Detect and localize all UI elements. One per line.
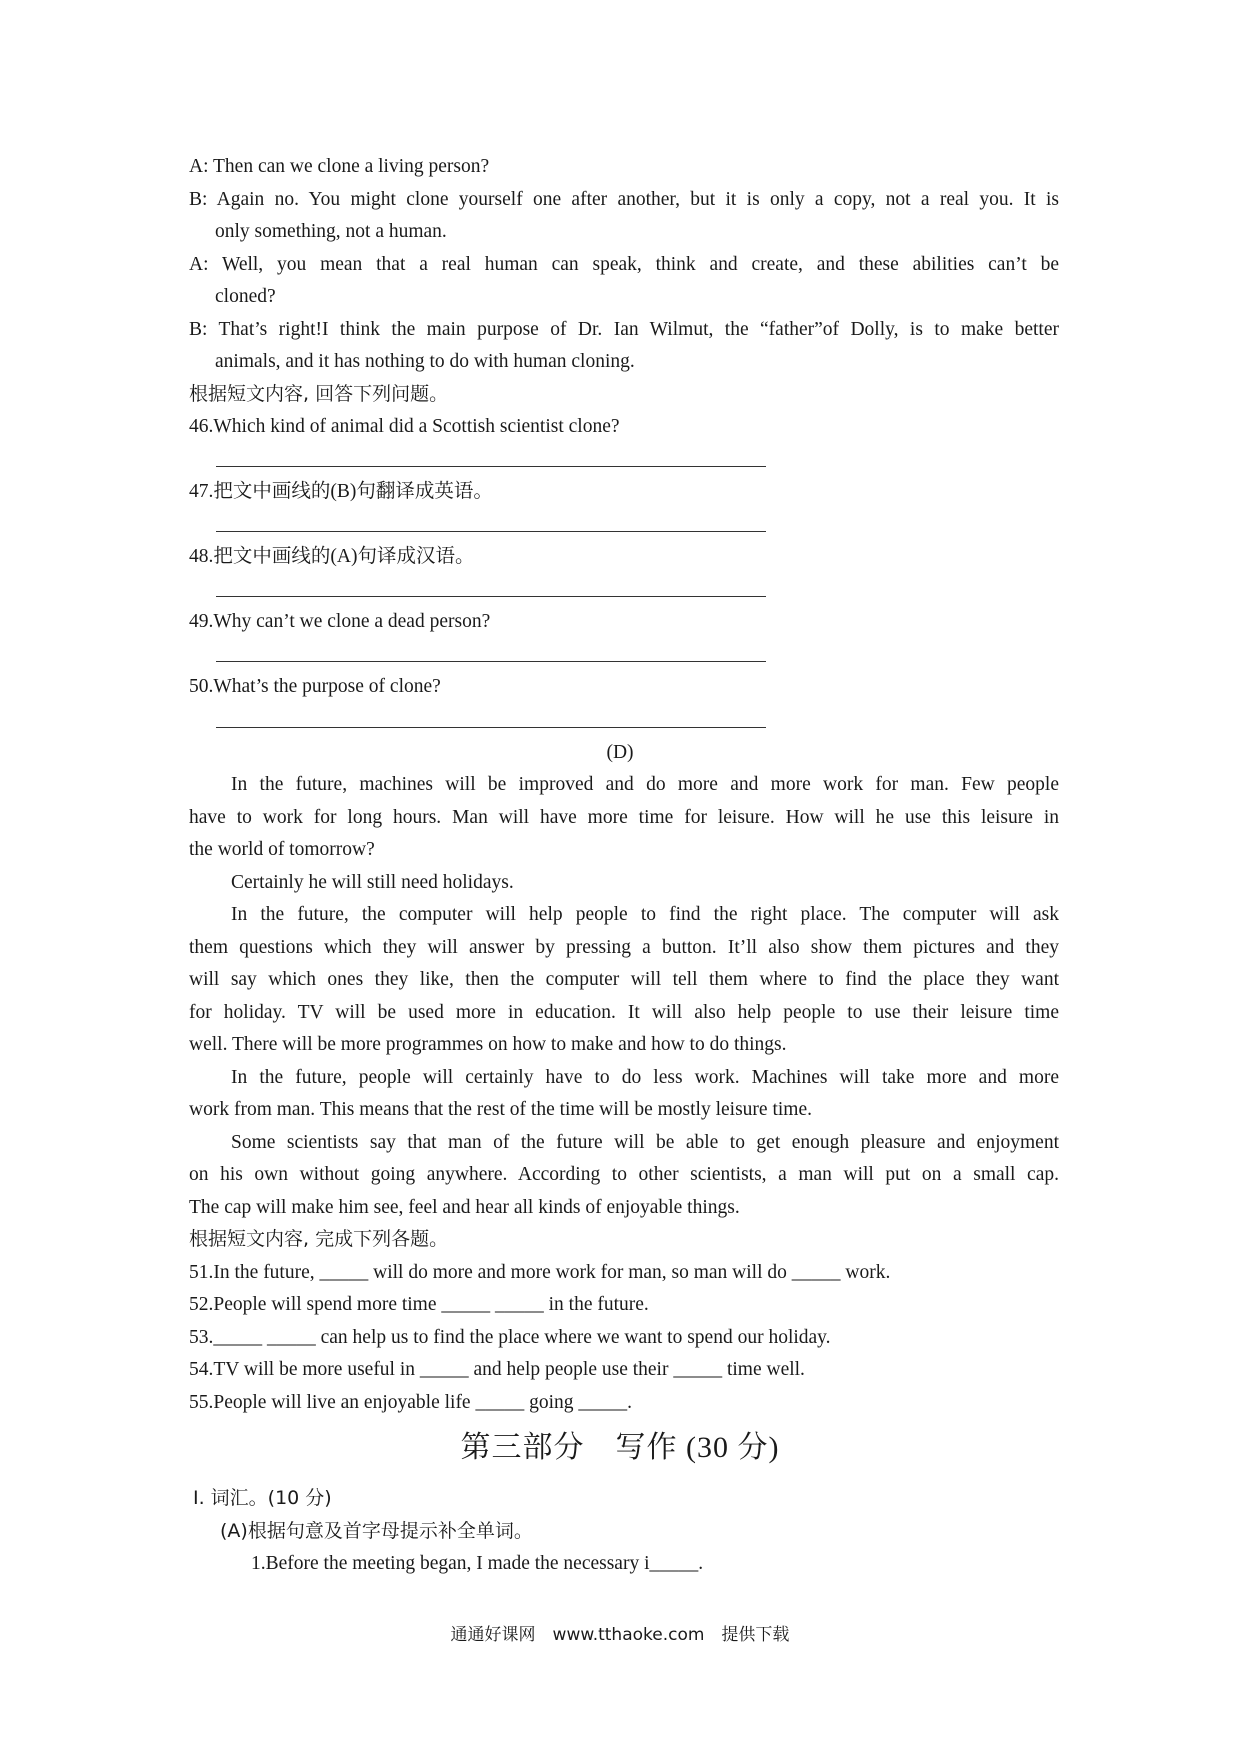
- question-49: 49.Why can’t we clone a dead person?: [189, 611, 491, 632]
- passage-d-line-14: The cap will make him see, feel and hear all kinds of enjoyable things.: [189, 1197, 740, 1218]
- passage-d-line-10: In the future, people will certainly have to do less work. Machines will take more and more: [231, 1067, 1059, 1088]
- question-52: 52.People will spend more time _____ _____ in the future.: [189, 1294, 649, 1315]
- vocab-sub-a: (A)根据句意及首字母提示补全单词。: [220, 1520, 533, 1542]
- passage-d-line-7: will say which ones they like, then the computer will tell them where to find the place they want: [189, 969, 1059, 990]
- vocab-heading: Ⅰ. 词汇。(10 分): [193, 1487, 332, 1509]
- question-55: 55.People will live an enjoyable life _____ going _____.: [189, 1392, 633, 1413]
- part3-heading: 第三部分 写作 (30 分): [460, 1431, 780, 1464]
- passage-d-line-2: have to work for long hours. Man will have more time for leisure. How will he use this leisure in: [189, 807, 1059, 828]
- passage-d-line-1: In the future, machines will be improved and do more and more work for man. Few people: [231, 774, 1059, 795]
- answer-line-49[interactable]: [216, 661, 766, 662]
- question-46: 46.Which kind of animal did a Scottish scientist clone?: [189, 416, 620, 437]
- question-53: 53._____ _____ can help us to find the place where we want to spend our holiday.: [189, 1327, 831, 1348]
- answer-line-47[interactable]: [216, 531, 766, 532]
- passage-d-line-5: In the future, the computer will help people to find the right place. The computer will ask: [231, 904, 1059, 925]
- footer-download-note: 通通好课网 www.tthaoke.com 提供下载: [450, 1625, 790, 1645]
- dialogue-line-5: cloned?: [215, 286, 276, 307]
- dialogue-line-4: A: Well, you mean that a real human can speak, think and create, and these abilities can’t be: [189, 254, 1059, 275]
- dialogue-line-2: B: Again no. You might clone yourself one after another, but it is only a copy, not a real you. It is: [189, 189, 1059, 210]
- question-50: 50.What’s the purpose of clone?: [189, 676, 441, 697]
- passage-d-line-9: well. There will be more programmes on how to make and how to do things.: [189, 1034, 787, 1055]
- answer-line-50[interactable]: [216, 727, 766, 728]
- passage-d-line-8: for holiday. TV will be used more in education. It will also help people to use their leisure time: [189, 1002, 1059, 1023]
- answer-line-48[interactable]: [216, 596, 766, 597]
- question-51: 51.In the future, _____ will do more and more work for man, so man will do _____ work.: [189, 1262, 891, 1283]
- dialogue-line-3: only something, not a human.: [215, 221, 447, 242]
- section-d-instruction: 根据短文内容, 完成下列各题。: [189, 1228, 449, 1250]
- section-d-title: (D): [606, 742, 634, 763]
- dialogue-line-1: A: Then can we clone a living person?: [189, 156, 490, 177]
- question-48: 48.把文中画线的(A)句译成汉语。: [189, 546, 475, 567]
- question-47: 47.把文中画线的(B)句翻译成英语。: [189, 481, 493, 502]
- dialogue-line-7: animals, and it has nothing to do with human cloning.: [215, 351, 635, 372]
- vocab-question-1: 1.Before the meeting began, I made the necessary i_____.: [251, 1553, 704, 1574]
- question-54: 54.TV will be more useful in _____ and help people use their _____ time well.: [189, 1359, 805, 1380]
- dialogue-line-6: B: That’s right!I think the main purpose of Dr. Ian Wilmut, the “father”of Dolly, is to make better: [189, 319, 1059, 340]
- passage-d-line-6: them questions which they will answer by pressing a button. It’ll also show them pictures and they: [189, 937, 1059, 958]
- passage-d-line-13: on his own without going anywhere. According to other scientists, a man will put on a small cap.: [189, 1164, 1059, 1185]
- passage-d-line-3: the world of tomorrow?: [189, 839, 375, 860]
- passage-d-line-12: Some scientists say that man of the future will be able to get enough pleasure and enjoyment: [231, 1132, 1059, 1153]
- answer-line-46[interactable]: [216, 466, 766, 467]
- passage-d-line-4: Certainly he will still need holidays.: [231, 872, 514, 893]
- section-c-instruction: 根据短文内容, 回答下列问题。: [189, 383, 449, 405]
- passage-d-line-11: work from man. This means that the rest of the time will be mostly leisure time.: [189, 1099, 812, 1120]
